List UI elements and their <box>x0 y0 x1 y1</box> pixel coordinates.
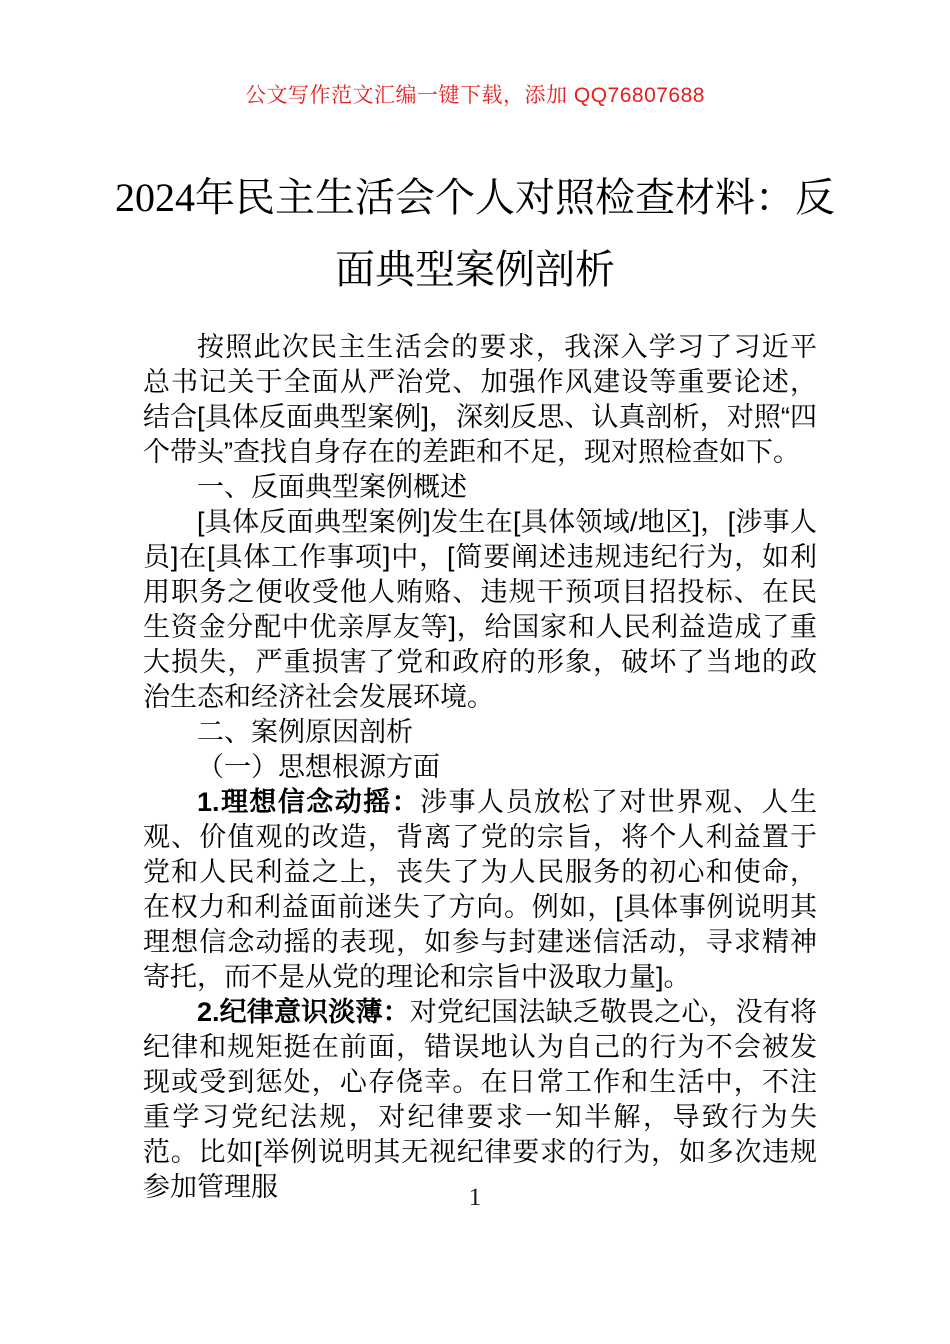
paragraph-point-2-text: 对党纪国法缺乏敬畏之心，没有将纪律和规矩挺在前面，错误地认为自己的行为不会被发现或受到惩处，心存侥幸。在日常工作和生活中，不注重学习党纪法规，对纪律要求一知半解，导致行为失范。比如[举例说明其无视纪律要求的行为，如多次违规参加管理服 <box>143 997 817 1202</box>
page-number: 1 <box>468 1184 482 1211</box>
document-title-line2: 面典型案例剖析 <box>335 247 615 292</box>
paragraph-point-1-text: 涉事人员放松了对世界观、人生观、价值观的改造，背离了党的宗旨，将个人利益置于党和人民利益之上，丧失了为人民服务的初心和使命，在权力和利益面前迷失了方向。例如，[具体事例说明其理想信念动摇的表现，如参与封建迷信活动，寻求精神寄托，而不是从党的理论和宗旨中汲取力量]。 <box>143 787 817 992</box>
document-title <box>0 162 950 306</box>
header-promo-note: 公文写作范文汇编一键下载，添加 QQ76807688 <box>245 84 705 107</box>
document-body <box>143 330 817 1205</box>
section-heading-2: 二、案例原因剖析 <box>197 717 413 747</box>
subsection-heading-1: （一）思想根源方面 <box>197 752 440 782</box>
paragraph-point-1-lead: 1.理想信念动摇： <box>197 787 421 817</box>
paragraph-point-2 <box>143 995 817 1205</box>
paragraph-intro: 按照此次民主生活会的要求，我深入学习了习近平总书记关于全面从严治党、加强作风建设等重要论述，结合[具体反面典型案例]，深刻反思、认真剖析，对照“四个带头”查找自身存在的差距和不足，现对照检查如下。 <box>143 332 817 467</box>
paragraph-point-1 <box>143 785 817 995</box>
document-title-line1: 2024年民主生活会个人对照检查材料：反 <box>115 175 835 220</box>
section-heading-1: 一、反面典型案例概述 <box>197 472 467 502</box>
paragraph-case-overview: [具体反面典型案例]发生在[具体领域/地区]，[涉事人员]在[具体工作事项]中，[简要阐述违规违纪行为，如利用职务之便收受他人贿赂、违规干预项目招投标、在民生资金分配中优亲厚友等]，给国家和人民利益造成了重大损失，严重损害了党和政府的形象，破坏了当地的政治生态和经济社会发展环境。 <box>143 507 817 712</box>
paragraph-point-2-lead: 2.纪律意识淡薄： <box>197 997 410 1027</box>
